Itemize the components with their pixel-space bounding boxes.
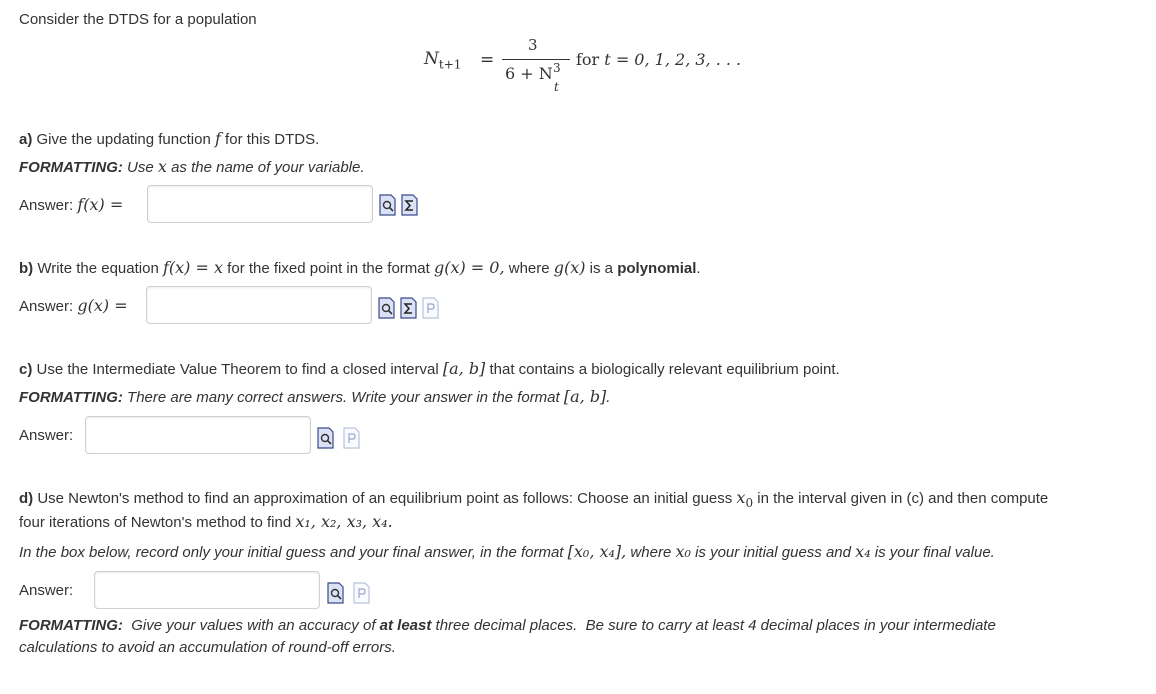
answer-label-math: f(x) = — [77, 195, 124, 214]
format-help-page-icon[interactable] — [422, 297, 439, 319]
part-d-instr-2: where — [626, 544, 676, 561]
part-d-line2-text: four iterations of Newton's method to find — [19, 514, 296, 531]
eq-for: for — [576, 50, 600, 69]
answer-label-math: g(x) = — [77, 296, 128, 315]
part-d-answer-label: Answer: — [19, 582, 74, 599]
part-a-formatting-var: x — [157, 157, 167, 176]
answer-label-text: Answer: — [19, 197, 78, 214]
part-a-f: f — [214, 129, 221, 148]
part-a-text: Give the updating function — [32, 131, 215, 148]
part-d-instr-1: In the box below, record only your initial guess and your final answer, in the format — [19, 544, 568, 561]
part-b-text-4: is a — [585, 260, 618, 277]
part-d-label: d) — [19, 490, 34, 507]
part-d-instr-4: is your final value. — [870, 544, 995, 561]
part-a-text-after: for this DTDS. — [220, 131, 320, 148]
part-d-formatting-text-2: three decimal places. Be sure to carry at least 4 decimal places in your intermediate — [431, 617, 996, 634]
equation-editor-sigma-icon[interactable] — [400, 297, 417, 319]
part-d-text-1: Use Newton's method to find an approximation of an equilibrium point as follows: Choose an initial guess — [33, 490, 737, 507]
format-help-page-icon[interactable] — [353, 582, 370, 604]
part-d-instr-math: [x₀, x₄], — [567, 542, 627, 561]
part-b-answer-input[interactable] — [146, 286, 372, 324]
part-b-text-5: . — [696, 260, 701, 277]
part-b-bold-word: polynomial — [617, 260, 697, 277]
eq-denominator-sub: t — [554, 80, 559, 94]
fraction-bar — [502, 59, 570, 60]
part-b-answer-label — [19, 297, 128, 316]
intro-text: Consider the DTDS for a population — [19, 11, 257, 28]
part-a-formatting-text-after: as the name of your variable. — [166, 159, 365, 176]
format-help-page-icon[interactable] — [343, 427, 360, 449]
eq-numerator: 3 — [528, 36, 538, 54]
part-c-text-1: Use the Intermediate Value Theorem to find a closed interval — [32, 361, 443, 378]
part-b-math-2: g(x) = 0, — [433, 258, 505, 277]
part-d-formatting-bold: at least — [379, 617, 432, 634]
eq-lhs: N — [424, 49, 439, 69]
part-d-instr-math2: x₀ — [675, 542, 691, 561]
part-d-math-x0-sub: 0 — [745, 496, 754, 510]
part-c-answer-label: Answer: — [19, 427, 74, 444]
part-c-math-1: [a, b] — [442, 359, 486, 378]
part-a-formatting — [19, 158, 365, 177]
part-a-question — [19, 130, 319, 149]
part-d-instr-3: is your initial guess and — [690, 544, 856, 561]
part-c-question — [19, 360, 840, 379]
part-c-text-2: that contains a biologically relevant equilibrium point. — [485, 361, 840, 378]
eq-denominator-sup: 3 — [553, 61, 561, 75]
preview-magnifier-icon[interactable] — [327, 582, 344, 604]
part-d-formatting-line2: calculations to avoid an accumulation of round-off errors. — [19, 639, 396, 656]
eq-denominator: 6 + N — [505, 64, 553, 83]
part-d-instructions — [19, 543, 995, 562]
part-d-instr-math3: x₄ — [855, 542, 871, 561]
part-b-text-3: where — [504, 260, 554, 277]
part-d-answer-input[interactable] — [94, 571, 320, 609]
part-a-formatting-label: FORMATTING: — [19, 159, 123, 176]
part-c-answer-input[interactable] — [85, 416, 311, 454]
part-d-line2-math: x₁, x₂, x₃, x₄. — [295, 512, 393, 531]
equation-editor-sigma-icon[interactable] — [401, 194, 418, 216]
part-c-formatting — [19, 388, 610, 407]
part-c-formatting-text: There are many correct answers. Write your answer in the format — [122, 389, 564, 406]
part-a-formatting-text: Use — [122, 159, 158, 176]
part-b-text-2: for the fixed point in the format — [223, 260, 434, 277]
part-a-answer-input[interactable] — [147, 185, 373, 223]
part-b-math-1: f(x) = x — [162, 258, 224, 277]
part-a-answer-label — [19, 196, 123, 215]
part-d-question-line2 — [19, 513, 393, 532]
part-b-label: b) — [19, 260, 34, 277]
part-b-question — [19, 259, 701, 278]
part-d-formatting-label: FORMATTING: — [19, 617, 123, 634]
preview-magnifier-icon[interactable] — [378, 297, 395, 319]
answer-label-text: Answer: — [19, 298, 78, 315]
preview-magnifier-icon[interactable] — [317, 427, 334, 449]
part-d-formatting-text-1: Give your values with an accuracy of — [122, 617, 380, 634]
part-a-label: a) — [19, 131, 33, 148]
part-d-math-x0: x — [736, 488, 746, 507]
part-c-formatting-end: . — [606, 389, 611, 406]
part-c-formatting-label: FORMATTING: — [19, 389, 123, 406]
part-c-label: c) — [19, 361, 33, 378]
preview-magnifier-icon[interactable] — [379, 194, 396, 216]
part-b-text-1: Write the equation — [33, 260, 163, 277]
eq-lhs-sub: t+1 — [438, 57, 462, 72]
part-d-text-2: in the interval given in (c) and then compute — [753, 490, 1049, 507]
part-c-formatting-math: [a, b] — [563, 387, 607, 406]
eq-equals: = — [480, 50, 495, 70]
part-b-math-3: g(x) — [553, 258, 586, 277]
part-d-question — [19, 489, 1048, 512]
part-d-formatting — [19, 617, 996, 635]
eq-condition: t = 0, 1, 2, 3, . . . — [604, 50, 742, 69]
